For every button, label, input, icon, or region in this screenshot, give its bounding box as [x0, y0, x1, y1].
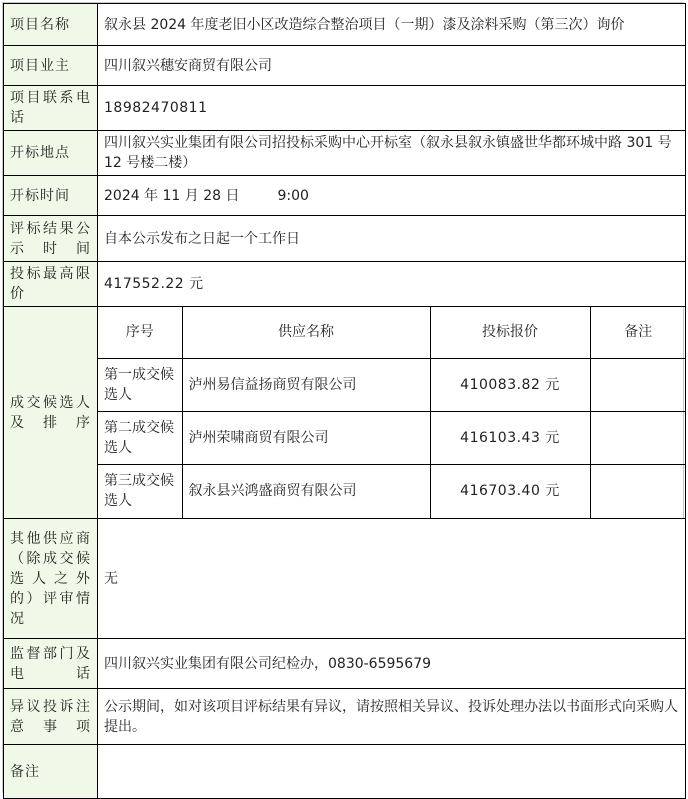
row-max-price: [4, 262, 686, 307]
row-announcement: [4, 216, 686, 262]
row-owner: [4, 46, 686, 86]
candidate-rank: 第二成交候选人: [98, 411, 182, 464]
max-price-label: 投标最高限价: [4, 262, 98, 307]
row-project-name: [4, 4, 686, 46]
bid-time-label: 开标时间: [4, 176, 98, 216]
contact-phone-value: 18982470811: [98, 86, 686, 131]
candidate-price: 416703.40 元: [430, 464, 590, 518]
candidates-label: 成交候选人及排序: [4, 307, 98, 519]
row-other-suppliers: [4, 519, 686, 639]
header-no: 序号: [98, 307, 182, 358]
header-price: 投标报价: [430, 307, 590, 358]
contact-phone-label: 项目联系电话: [4, 86, 98, 131]
remarks-label: 备注: [4, 745, 98, 799]
candidates-header-row: [98, 307, 686, 358]
max-price-value: 417552.22 元: [98, 262, 686, 307]
candidate-remark: [590, 358, 686, 411]
objection-value: 公示期间，如对该项目评标结果有异议，请按照相关异议、投诉处理办法以书面形式向采购人提出。: [98, 689, 686, 745]
candidate-remark: [590, 411, 686, 464]
row-candidates: [4, 307, 686, 519]
candidate-rank: 第一成交候选人: [98, 358, 182, 411]
candidate-name: 泸州荣啸商贸有限公司: [182, 411, 430, 464]
bid-result-table: [3, 3, 686, 799]
row-bid-location: [4, 131, 686, 176]
candidate-remark: [590, 464, 686, 518]
row-bid-time: [4, 176, 686, 216]
header-name: 供应名称: [182, 307, 430, 358]
objection-label: 异议投诉注意事项: [4, 689, 98, 745]
candidate-row: [98, 464, 686, 518]
row-objection: [4, 689, 686, 745]
announcement-label: 评标结果公示时间: [4, 216, 98, 262]
supervision-label: 监督部门及电话: [4, 639, 98, 689]
candidate-rank: 第三成交候选人: [98, 464, 182, 518]
project-name-value: 叙永县 2024 年度老旧小区改造综合整治项目（一期）漆及涂料采购（第三次）询价: [98, 4, 686, 46]
header-remark: 备注: [590, 307, 686, 358]
bid-location-label: 开标地点: [4, 131, 98, 176]
other-suppliers-value: 无: [98, 519, 686, 639]
project-name-label: 项目名称: [4, 4, 98, 46]
remarks-value: [98, 745, 686, 799]
candidate-row: [98, 358, 686, 411]
bid-time-value: [98, 176, 686, 216]
row-contact-phone: [4, 86, 686, 131]
candidates-table: [98, 307, 686, 518]
bid-location-value: 四川叙兴实业集团有限公司招投标采购中心开标室（叙永县叙永镇盛世华都环城中路 301 号 12 号楼二楼）: [98, 131, 686, 176]
announcement-value: 自本公示发布之日起一个工作日: [98, 216, 686, 262]
candidate-price: 416103.43 元: [430, 411, 590, 464]
row-supervision: [4, 639, 686, 689]
candidate-name: 叙永县兴鸿盛商贸有限公司: [182, 464, 430, 518]
candidates-cell: [98, 307, 686, 519]
candidate-price: 410083.82 元: [430, 358, 590, 411]
row-remarks: [4, 745, 686, 799]
candidate-row: [98, 411, 686, 464]
bid-date: 2024 年 11 月 28 日: [104, 187, 240, 204]
candidate-name: 泸州易信益扬商贸有限公司: [182, 358, 430, 411]
supervision-value: 四川叙兴实业集团有限公司纪检办，0830-6595679: [98, 639, 686, 689]
owner-label: 项目业主: [4, 46, 98, 86]
bid-hour: 9:00: [277, 187, 309, 204]
owner-value: 四川叙兴穗安商贸有限公司: [98, 46, 686, 86]
announcement-frame: [2, 2, 684, 793]
other-suppliers-label: 其他供应商（除成交候选人之外的）评审情况: [4, 519, 98, 639]
